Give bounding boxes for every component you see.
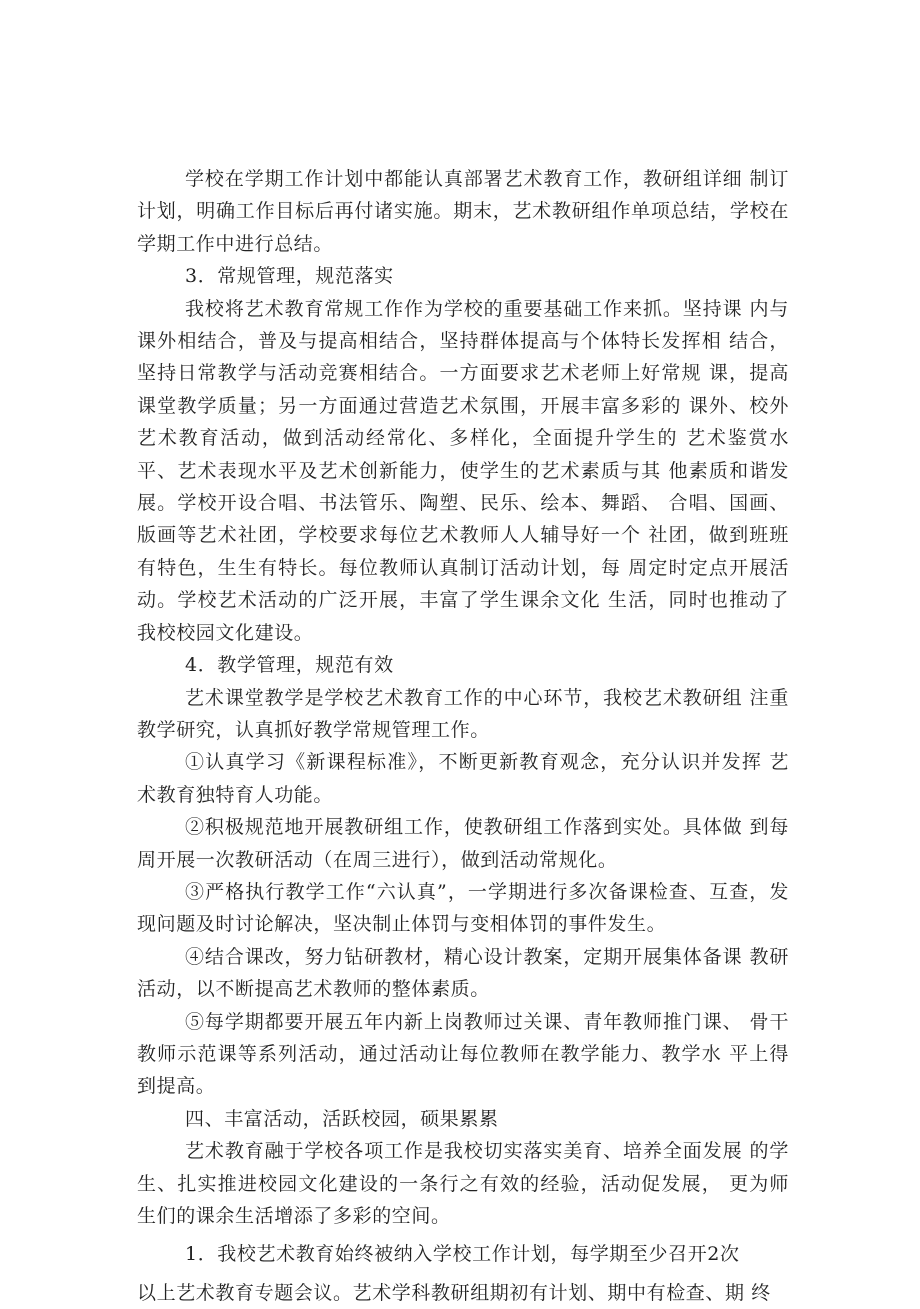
section-heading-routine-management: 3．常规管理，规范落实	[185, 265, 394, 288]
paragraph-item-1-start: 1．我校艺术教育始终被纳入学校工作计划，每学期至少召开2次	[185, 1243, 740, 1266]
paragraph-routine-management: 我校将艺术教育常规工作作为学校的重要基础工作来抓。坚持课 内与课外相结合，普及与提高相结合，坚持群体提高与个体特长发挥相 结合，坚持日常教学与活动竞赛相结合。一方面要求艺术老师上好常规 课，提高课堂教学质量；另一方面通过营造艺术氛围，开展丰富多彩的 课外、校外艺术教育活动，做到活动经常化、多样化，全面提升学生的 艺术鉴赏水平、艺术表现水平及艺术创新能力，使学生的艺术素质与其 他素质和谐发展。学校开设合唱、书法管乐、陶塑、民乐、绘本、舞蹈、 合唱、国画、版画等艺术社团，学校要求每位艺术教师人人辅导好一个 社团，做到班班有特色，生生有特长。每位教师认真制订活动计划，每 周定时定点开展活动。学校艺术活动的广泛开展，丰富了学生课余文化 生活，同时也推动了我校校园文化建设。	[137, 297, 789, 644]
paragraph-item-1-continued: 以上艺术教育专题会议。艺术学科教研组期初有计划、期中有检查、期 终	[137, 1281, 771, 1304]
paragraph-rich-activities: 艺术教育融于学校各项工作是我校切实落实美育、培养全面发展 的学生、扎实推进校园文化建设的一条行之有效的经验，活动促发展， 更为师生们的课余生活增添了多彩的空间。	[137, 1140, 789, 1227]
list-item-3: ③严格执行教学工作“六认真”，一学期进行多次备课检查、互查，发现问题及时讨论解决，坚决制止体罚与变相体罚的事件发生。	[137, 880, 789, 936]
list-item-4: ④结合课改，努力钻研教材，精心设计教案，定期开展集体备课 教研活动，以不断提高艺术教师的整体素质。	[137, 945, 789, 1001]
list-item-5: ⑤每学期都要开展五年内新上岗教师过关课、青年教师推门课、 骨干教师示范课等系列活动，通过活动让每位教师在教学能力、教学水 平上得到提高。	[137, 1010, 789, 1098]
paragraph-teaching-intro: 艺术课堂教学是学校艺术教育工作的中心环节，我校艺术教研组 注重教学研究，认真抓好教学常规管理工作。	[137, 686, 789, 741]
paragraph-planning: 学校在学期工作计划中都能认真部署艺术教育工作，教研组详细 制订计划，明确工作目标后再付诸实施。期末，艺术教研组作单项总结，学校在学期工作中进行总结。	[137, 168, 789, 255]
section-heading-rich-activities: 四、丰富活动，活跃校园，硕果累累	[185, 1107, 499, 1130]
list-item-2: ②积极规范地开展教研组工作，使教研组工作落到实处。具体做 到每周开展一次教研活动（在周三进行），做到活动常规化。	[137, 816, 789, 871]
section-heading-teaching-management: 4．教学管理，规范有效	[185, 654, 394, 677]
document-body	[137, 163, 789, 1309]
list-item-1: ①认真学习《新课程标准》，不断更新教育观念，充分认识并发挥 艺术教育独特育人功能。	[137, 751, 789, 806]
